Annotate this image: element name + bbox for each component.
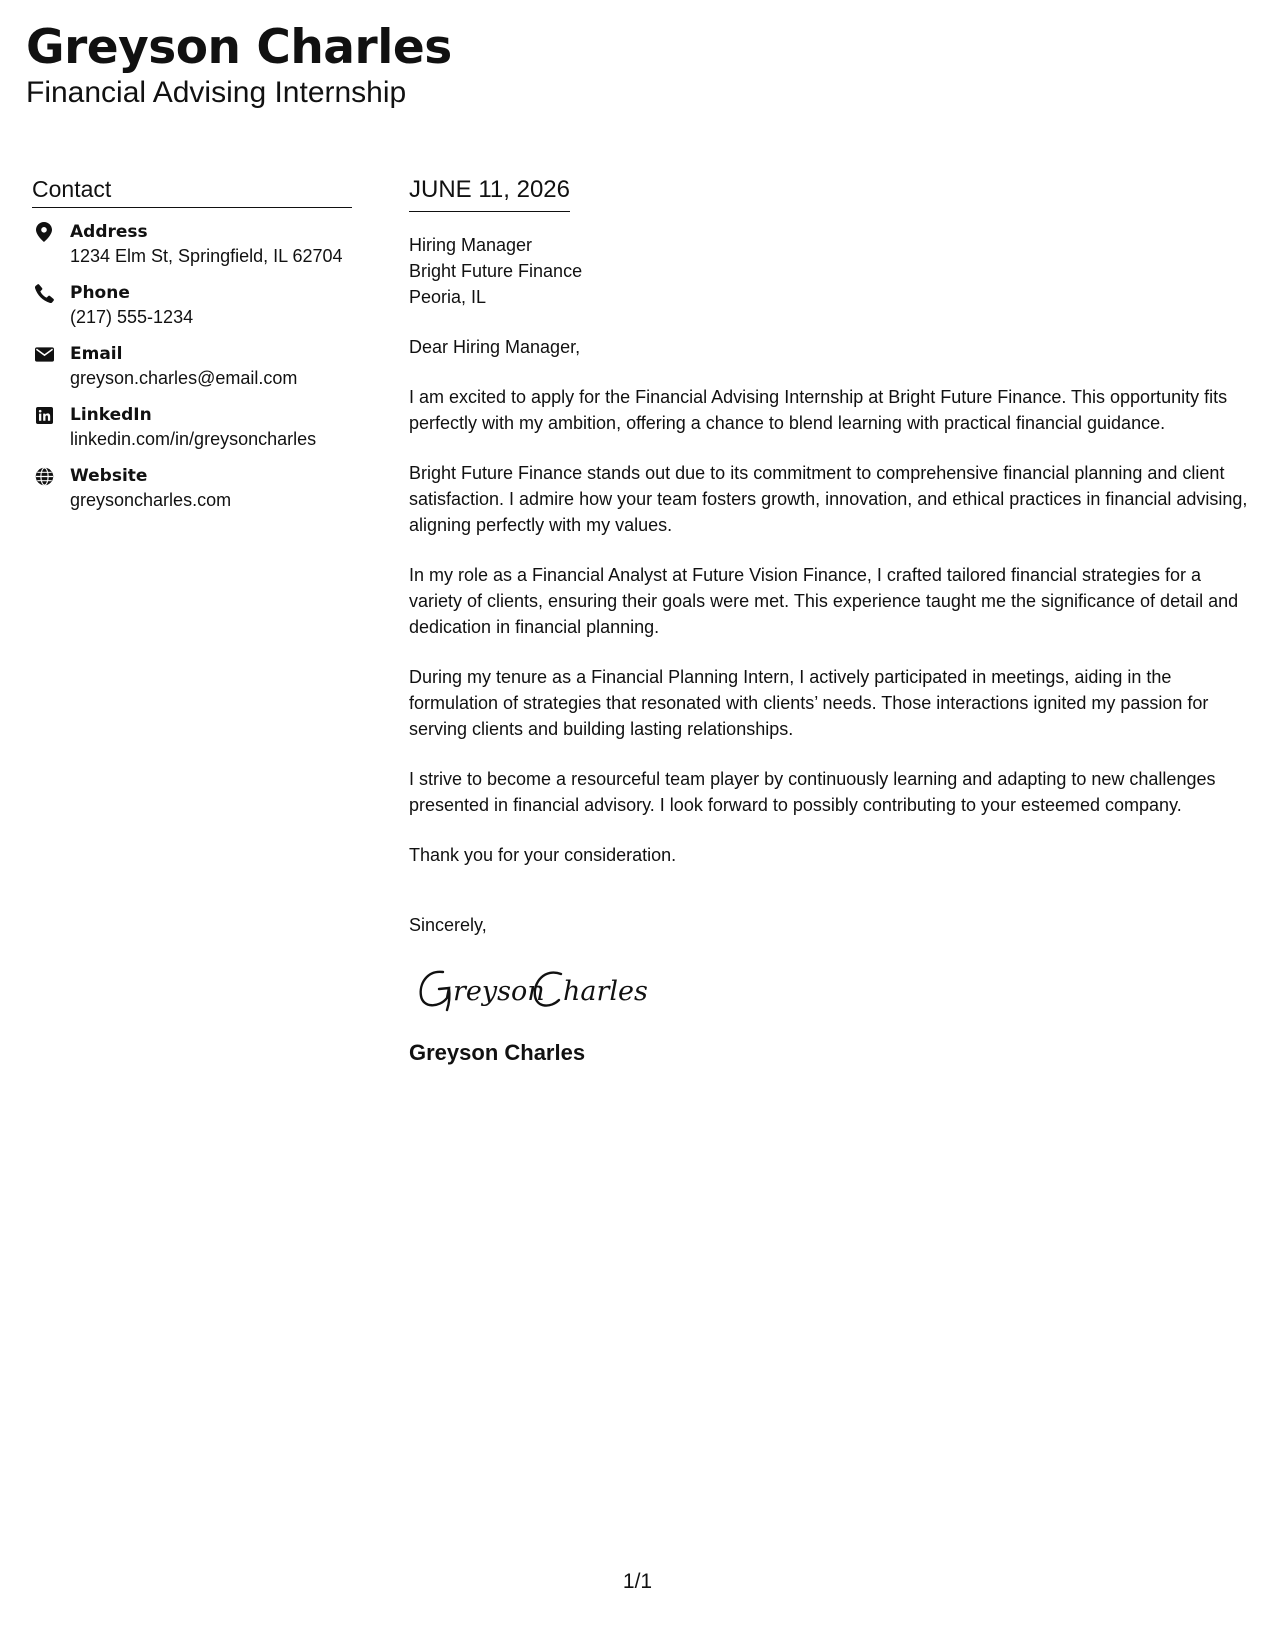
recipient-company: Bright Future Finance	[409, 260, 583, 281]
header	[26, 22, 452, 109]
phone-label: Phone	[70, 283, 130, 303]
contact-heading: Contact	[32, 176, 352, 208]
letter-body	[409, 176, 1249, 1066]
address-value: 1234 Elm St, Springfield, IL 62704	[70, 246, 343, 266]
phone-value: (217) 555-1234	[70, 307, 194, 327]
website-label: Website	[70, 466, 148, 486]
contact-linkedin	[32, 403, 352, 451]
svg-text:harles: harles	[563, 975, 648, 1007]
address-label: Address	[70, 222, 148, 242]
contact-website	[32, 464, 352, 512]
recipient-location: Peoria, IL	[409, 286, 487, 307]
signed-name: Greyson Charles	[409, 1039, 586, 1065]
paragraph-company: Bright Future Finance stands out due to its commitment to comprehensive financial planning and client satisfaction. I admire how your team fosters growth, innovation, and ethical practices in financial advising, aligning perfectly with my values.	[409, 462, 1248, 535]
linkedin-label: LinkedIn	[70, 405, 152, 425]
paragraph-intro: I am excited to apply for the Financial Advising Internship at Bright Future Finance. This opportunity fits perfectly with my ambition, offering a chance to blend learning with practical financial guidance.	[409, 386, 1228, 433]
contact-phone	[32, 281, 352, 329]
letter-date: JUNE 11, 2026	[409, 176, 570, 212]
page-number: 1/1	[622, 1570, 653, 1593]
contact-sidebar	[32, 176, 352, 525]
contact-email	[32, 342, 352, 390]
linkedin-icon	[34, 405, 54, 425]
closing: Sincerely,	[409, 914, 487, 935]
job-title: Financial Advising Internship	[26, 75, 407, 109]
contact-address	[32, 220, 352, 268]
paragraph-goals: I strive to become a resourceful team player by continuously learning and adapting to new challenges presented in financial advisory. I look forward to possibly contributing to your esteemed company.	[409, 768, 1216, 815]
handwritten-signature	[413, 958, 1249, 1018]
paragraph-internship: During my tenure as a Financial Planning Intern, I actively participated in meetings, aiding in the formulation of strategies that resonated with clients’ needs. Those interactions ignited my passion for serving clients and building lasting relationships.	[409, 666, 1209, 739]
svg-text:reyson: reyson	[453, 975, 545, 1007]
paragraph-experience: In my role as a Financial Analyst at Future Vision Finance, I crafted tailored financial strategies for a variety of clients, ensuring their goals were met. This experience taught me the significance of detail and dedication in financial planning.	[409, 564, 1239, 637]
recipient-title: Hiring Manager	[409, 234, 533, 255]
location-pin-icon	[34, 222, 54, 242]
globe-icon	[34, 466, 54, 486]
website-value: greysoncharles.com	[70, 490, 232, 510]
email-label: Email	[70, 344, 123, 364]
envelope-icon	[34, 344, 54, 364]
paragraph-thanks: Thank you for your consideration.	[409, 844, 677, 865]
salutation: Dear Hiring Manager,	[409, 336, 581, 357]
phone-icon	[34, 283, 54, 303]
recipient-block	[409, 232, 1249, 310]
email-value: greyson.charles@email.com	[70, 368, 298, 388]
linkedin-value: linkedin.com/in/greysoncharles	[70, 429, 317, 449]
applicant-name: Greyson Charles	[26, 20, 452, 75]
